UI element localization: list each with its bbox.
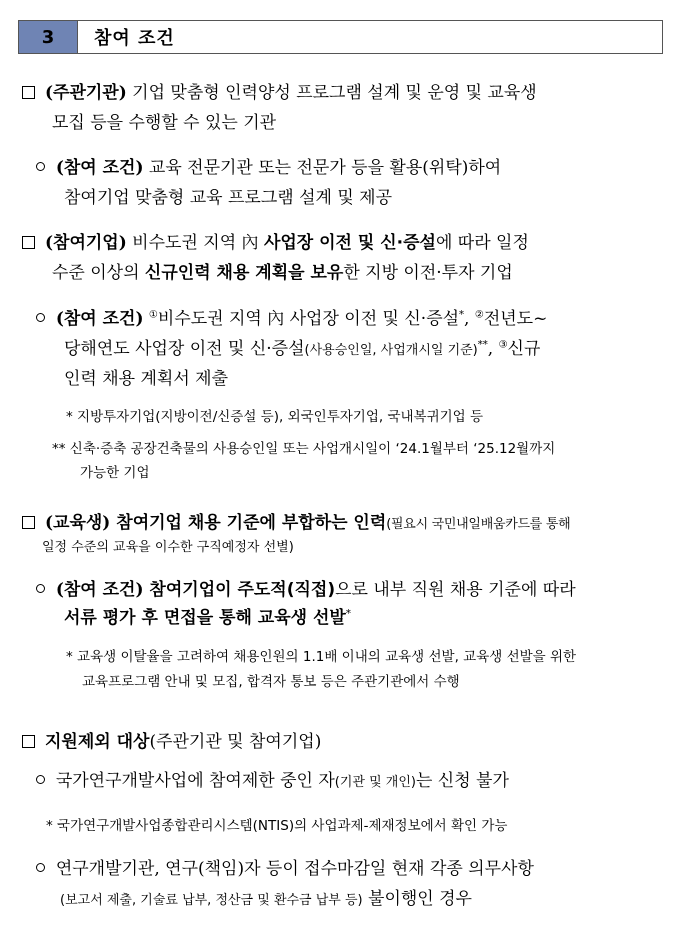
section-title: 참여 조건 bbox=[94, 28, 175, 49]
condition-text: 교육 전문기관 또는 전문가 등을 활용(위탁)하여 bbox=[143, 158, 502, 178]
condition-label: (참여 조건) bbox=[55, 309, 144, 329]
host-org-label: (주관기관) bbox=[45, 83, 127, 103]
footnote-3: * 교육생 이탈율을 고려하여 채용인원의 1.1배 이내의 교육생 선발, 교육생 선발을 위한 bbox=[66, 649, 577, 665]
exclusion-sub-2-line2 bbox=[60, 884, 472, 909]
trainee-condition bbox=[36, 575, 576, 600]
circle-bullet-icon bbox=[36, 863, 45, 872]
exclusion-sub-1-a: 국가연구개발사업에 참여제한 중인 자 bbox=[55, 771, 335, 791]
host-org-text-2: 모집 등을 수행할 수 있는 기관 bbox=[52, 113, 277, 133]
participant-label: (참여기업) bbox=[45, 233, 127, 253]
participant-line-2 bbox=[52, 258, 513, 283]
circle-bullet-icon bbox=[36, 313, 45, 322]
condition-label: (참여 조건) bbox=[55, 158, 144, 178]
participant-text-b: 사업장 이전 및 신·증설 bbox=[263, 233, 436, 253]
circle-bullet-icon bbox=[36, 775, 45, 784]
participant-text-d: 수준 이상의 bbox=[52, 263, 145, 283]
circled-three: ③ bbox=[498, 339, 508, 351]
section-header bbox=[18, 20, 663, 54]
square-bullet-icon bbox=[22, 86, 35, 99]
condition-text-d: (사용승인일, 사업개시일 기준) bbox=[304, 343, 478, 358]
footnote-1: * 지방투자기업(지방이전/신증설 등), 외국인투자기업, 국내복귀기업 등 bbox=[66, 409, 484, 425]
host-org-item bbox=[22, 78, 537, 103]
footnote-2-cont: 가능한 기업 bbox=[80, 465, 150, 481]
trainee-condition-2 bbox=[64, 603, 351, 628]
circle-bullet-icon bbox=[36, 584, 45, 593]
trainee-text-a: 참여기업 채용 기준에 부합하는 인력 bbox=[110, 513, 387, 533]
square-bullet-icon bbox=[22, 516, 35, 529]
participant-condition-2 bbox=[64, 334, 540, 359]
condition-label: (참여 조건) bbox=[55, 580, 144, 600]
circled-one: ① bbox=[148, 309, 158, 321]
exclusion-item bbox=[22, 727, 321, 752]
condition-text-c: 당해연도 사업장 이전 및 신·증설 bbox=[64, 339, 305, 359]
section-number: 3 bbox=[19, 21, 78, 53]
exclusion-sub-2 bbox=[36, 854, 534, 879]
condition-text-a: 참여기업이 주도적(직접) bbox=[143, 580, 336, 600]
comma: , bbox=[464, 309, 475, 329]
exclusion-sub-1-c: 는 신청 불가 bbox=[415, 771, 509, 791]
condition-text-c: 서류 평가 후 면접을 통해 교육생 선발 bbox=[64, 608, 346, 628]
condition-text-3: 인력 채용 계획서 제출 bbox=[64, 369, 229, 389]
participant-text-a: 비수도권 지역 內 bbox=[126, 233, 264, 253]
exclusion-sub-1-b: (기관 및 개인) bbox=[334, 775, 416, 790]
condition-text-a: 비수도권 지역 內 사업장 이전 및 신·증설 bbox=[157, 309, 460, 329]
participant-condition bbox=[36, 304, 547, 329]
exclusion-label: 지원제외 대상 bbox=[45, 732, 150, 752]
footnote-mark: ** bbox=[477, 339, 488, 351]
footnote-2: ** 신축·증축 공장건축물의 사용승인일 또는 사업개시일이 ‘24.1월부터 ‘25.12월까지 bbox=[52, 441, 556, 457]
circled-two: ② bbox=[474, 309, 484, 321]
trainee-text-b: (필요시 국민내일배움카드를 통해 bbox=[386, 517, 571, 532]
host-org-text: 기업 맞춤형 인력양성 프로그램 설계 및 운영 및 교육생 bbox=[126, 83, 537, 103]
trainee-label: (교육생) bbox=[45, 513, 111, 533]
footnote-mark: * bbox=[459, 309, 465, 321]
comma: , bbox=[487, 339, 499, 359]
condition-text-b: 전년도~ bbox=[483, 309, 548, 329]
footnote-4: * 국가연구개발사업종합관리시스템(NTIS)의 사업과제-제재정보에서 확인 가능 bbox=[46, 818, 508, 834]
exclusion-sub-2-b: (보고서 제출, 기술료 납부, 정산금 및 환수금 납부 등) bbox=[60, 893, 363, 908]
condition-text-b: 으로 내부 직원 채용 기준에 따라 bbox=[335, 580, 576, 600]
footnote-mark: * bbox=[345, 608, 351, 620]
condition-text-2: 참여기업 맞춤형 교육 프로그램 설계 및 제공 bbox=[64, 188, 393, 208]
trainee-item bbox=[22, 508, 570, 533]
participant-text-f: 한 지방 이전·투자 기업 bbox=[343, 263, 513, 283]
participant-text-c: 에 따라 일정 bbox=[435, 233, 529, 253]
square-bullet-icon bbox=[22, 236, 35, 249]
trainee-text-2: 일정 수준의 교육을 이수한 구직예정자 선별) bbox=[42, 540, 294, 555]
exclusion-text: (주관기관 및 참여기업) bbox=[149, 732, 322, 752]
exclusion-sub-1 bbox=[36, 766, 509, 791]
exclusion-sub-2-a: 연구개발기관, 연구(책임)자 등이 접수마감일 현재 각종 의무사항 bbox=[55, 859, 534, 879]
footnote-3-cont: 교육프로그램 안내 및 모집, 합격자 통보 등은 주관기관에서 수행 bbox=[82, 674, 460, 690]
exclusion-sub-2-c: 불이행인 경우 bbox=[362, 889, 472, 909]
participant-text-e: 신규인력 채용 계획을 보유 bbox=[144, 263, 344, 283]
participant-item bbox=[22, 228, 529, 253]
circle-bullet-icon bbox=[36, 162, 45, 171]
square-bullet-icon bbox=[22, 735, 35, 748]
condition-text-e: 신규 bbox=[507, 339, 541, 359]
host-org-condition bbox=[36, 153, 501, 178]
